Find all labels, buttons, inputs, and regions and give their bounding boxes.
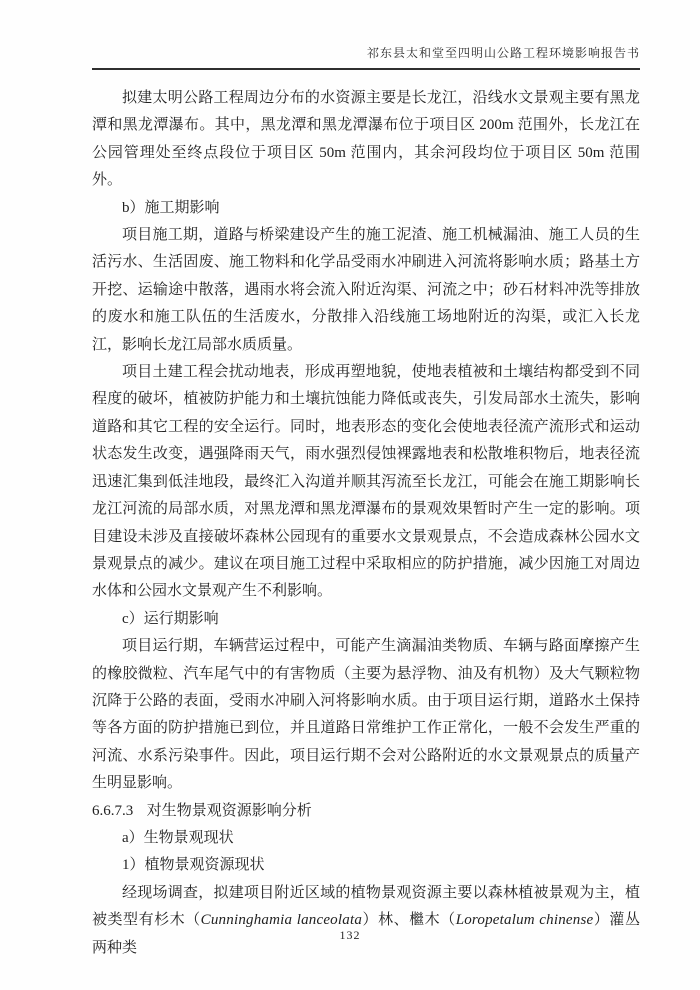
subheading-construction-period: b）施工期影响 <box>122 199 220 216</box>
paragraph-earthwork-impact: 项目土建工程会扰动地表，形成再塑地貌，使地表植被和土壤结构都受到不同程度的破坏，植被防护能力和土壤抗蚀能力降低或丧失，引发局部水土流失，影响道路和其它工程的安全运行。同时，地表形态的变化会使地表径流产流形式和运动状态发生改变，遇强降雨天气，雨水强烈侵蚀裸露地表和松散堆积物后，地表径流迅速汇集到低洼地段，最终汇入沟道并顺其泻流至长龙江，可能会在施工期影响长龙江河流的局部水质，对黑龙潭和黑龙潭瀑布的景观效果暂时产生一定的影响。项目建设未涉及直接破坏森林公园现有的重要水文景观景点，不会造成森林公园水文景观景点的减少。建议在项目施工过程中采取相应的防护措施，减少因施工对周边水体和公园水文景观产生不利影响。 <box>92 364 640 600</box>
section-number: 6.6.7.3 <box>92 802 134 819</box>
paragraph-construction-impact: 项目施工期，道路与桥梁建设产生的施工泥渣、施工机械漏油、施工人员的生活污水、生活固废、施工物料和化学品受雨水冲刷进入河流将影响水质；路基土方开挖、运输途中散落，遇雨水将会流入附近沟渠、河流之中；砂石材料冲洗等排放的废水和施工队伍的生活废水，分散排入沿线施工场地附近的沟渠，或汇入长龙江，影响长龙江局部水质质量。 <box>92 227 640 353</box>
document-body <box>92 85 640 962</box>
subheading-operation-period: c）运行期影响 <box>122 610 219 627</box>
latin-species-cunninghamia: Cunninghamia lanceolata <box>200 912 363 929</box>
subheading-bio-landscape-status: a）生物景观现状 <box>122 829 234 846</box>
vegetation-text-3: ）灌丛两种类 <box>92 912 640 956</box>
paragraph-operation-impact: 项目运行期，车辆营运过程中，可能产生滴漏油类物质、车辆与路面摩擦产生的橡胶微粒、汽车尾气中的有害物质（主要为悬浮物、油及有机物）及大气颗粒物沉降于公路的表面，受雨水冲刷入河将影响水质。由于项目运行期，道路水土保持等各方面的防护措施已到位，并且道路日常维护工作正常化，一般不会发生严重的河流、水系污染事件。因此，项目运行期不会对公路附近的水文景观景点的质量产生明显影响。 <box>92 638 640 792</box>
subheading-plant-landscape-status: 1）植物景观资源现状 <box>122 857 265 874</box>
page-footer <box>0 926 700 944</box>
report-title: 祁东县太和堂至四明山公路工程环境影响报告书 <box>366 46 640 60</box>
section-title: 对生物景观资源影响分析 <box>146 802 312 819</box>
page-header <box>92 44 640 70</box>
vegetation-text-1: 经现场调查，拟建项目附近区域的植物景观资源主要以森林植被景观为主，植被类型有杉木（ <box>92 884 640 929</box>
section-heading-6673 <box>92 798 640 825</box>
vegetation-text-2: ）林、檵木（ <box>362 912 456 929</box>
latin-species-loropetalum: Loropetalum chinense <box>455 912 594 929</box>
paragraph-water-resources-overview: 拟建太明公路工程周边分布的水资源主要是长龙江，沿线水文景观主要有黑龙潭和黑龙潭瀑布。其中，黑龙潭和黑龙潭瀑布位于项目区 200m 范围外，长龙江在公园管理处至终点段位于项目区 50m 范围内，其余河段均位于项目区 50m 范围外。 <box>92 90 640 189</box>
page-number: 132 <box>339 928 361 942</box>
paragraph-vegetation-survey <box>92 880 640 962</box>
